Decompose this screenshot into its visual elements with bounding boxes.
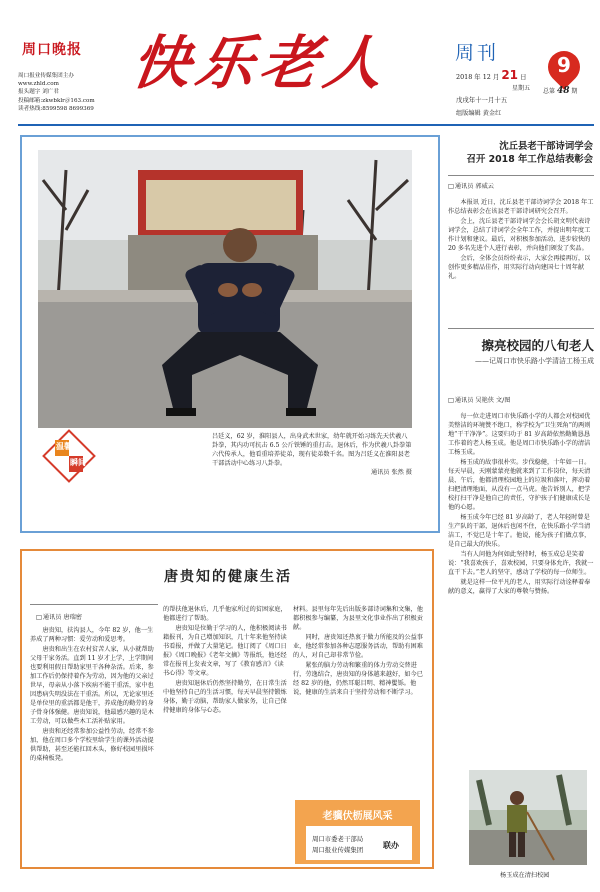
article-headline: 擦亮校园的八旬老人 xyxy=(481,338,594,353)
stamp-text: 温馨 xyxy=(56,441,72,451)
article-column-2: 的帮扶他退休后，几乎他家所过的贫困家庭，他都进行了帮助。 唐贵知是位勤于学习的人，他积极阅读书籍报刊，为自己增加知识，几十年来他坚持读书看报，并做了大量笔记。他订阅了《周口日报》《周口晚报》《老年文摘》等报纸，他还经常在报刊上发表文章，写了《教育感言》《读书心得》等文章。 唐贵知退休后仍然坚持勤劳，在日常生活中他坚持自己的生活习惯，每天早晨坚持锻炼身体，勤于动脑，帮助家人做家务，让自己保持健康的身体与心态。 xyxy=(163,606,287,714)
rule xyxy=(448,328,594,329)
warm-moment-stamp xyxy=(41,428,97,484)
article-body: 本报讯 近日，沈丘县老干部诗词学会 2018 年工作总结表彰会在该县老干部诗词研究会召开。 会上，沈丘县老干部诗词学会会长胡文明代表诗词学会，总结了诗词学会全年工作，并提出明年度工作计划和建议。最后，对积极参加活动、进步较快的 20 多名先进个人进行表彰，并向他们颁发了奖品。 会后，全体会员纷纷表示，大家会再接再厉，以创作更多精品佳作，用实际行动向建国七十周年献礼。 xyxy=(448,199,594,280)
brand-logo: 周口晚报 xyxy=(22,42,82,58)
article-byline: □ 通讯员 吴艳侠 文/图 xyxy=(448,395,510,404)
publisher-info xyxy=(18,72,138,113)
publisher-line: www.zhld.com xyxy=(18,81,59,88)
rule xyxy=(30,604,158,605)
photo-caption: 杨玉成在清扫校园 xyxy=(500,872,550,879)
lunar-date: 戊戌年十一月十五 xyxy=(456,96,508,104)
layout-editor: 组版编辑 黄金红 xyxy=(456,110,502,117)
article-byline: □ 通讯员 唐瑞密 xyxy=(36,612,82,621)
article-column-3: 材料。县里每年先后出版多部诗词集和文集，他都积极参与编纂，为县里文化事业作出了积极贡献。 同时，唐贵知还热衷于做力所能及的公益事业，他经常参加各种志愿服务活动，帮助有困难的人，对自己却非常节俭。 紧张的脑力劳动和繁重的体力劳动交替进行，劳逸结合，唐贵知的身体越来越好，如今已经 82 岁的他，仍然耳聪目明、精神矍铄。他说，健康的生活来自于坚持劳动和不断学习。 xyxy=(293,606,423,696)
stamp-text: 瞬间 xyxy=(70,457,86,467)
publisher-line: 周口报业传媒集团主办 xyxy=(18,73,74,79)
issue-total: 总第 48 期 xyxy=(543,86,578,96)
rule xyxy=(448,175,594,176)
page-number: 9 xyxy=(557,53,571,77)
martial-arts-photo xyxy=(38,150,412,428)
promo-organizer: 周口报业传媒集团 xyxy=(312,846,364,854)
issue-date: 2018 年 12 月 21 日 xyxy=(456,68,527,82)
page-title: 快乐老人 xyxy=(127,29,394,97)
photo-credit: 通讯员 张然 摄 xyxy=(370,469,412,476)
cleaner-photo xyxy=(469,770,587,865)
article-subtitle: ——记周口市快乐路小学清洁工杨玉成 xyxy=(475,357,594,365)
promo-joint-label: 联办 xyxy=(383,840,399,850)
weekly-label: 周刊 xyxy=(455,42,500,64)
weekday: 星期五 xyxy=(512,85,531,92)
masthead-divider xyxy=(18,124,594,126)
article-headline: 唐贵知的健康生活 xyxy=(164,569,292,585)
article-headline: 沈丘县老干部诗词学会 召开 2018 年工作总结表彰会 xyxy=(466,141,593,165)
promo-title: 老骥伏枥展风采 xyxy=(322,811,393,822)
publisher-line: 报头题字 刘广君 xyxy=(18,89,59,96)
article-body: 每一位走进周口市快乐路小学的人都会对校园优美整洁的环境赞不绝口，称学校为“卫生死角”的两则地“干干净净”。这要归功于 81 岁高龄依然勤勤恳恳工作着的老人杨玉成。他是周口市快乐路小学的清洁工杨玉成。 杨玉成的故事很朴实。步伐稳健，十年如一日。每天早晨，天刚蒙蒙亮他就来到了工作岗位，每天清晨、午后，他都清理校园地上的垃圾和落叶，挥动着扫把清理地面，从没有一点马虎。他告诉别人，把学校打扫干净是他自己的责任，守护孩子们健康成长是他的心愿。 杨玉成今年已经 81 岁高龄了，老人年轻时曾是生产队的干部，退休后也闲不住，在快乐路小学当清洁工，不觉已是十年了。他说，能为孩子们做点事，是自己最大的快乐。 当有人问他为何如此坚持时，杨玉成总是笑着说：“我喜欢孩子，喜欢校园，只要身体允许，我就一直干下去。”老人的坚守，感动了学校的每一位师生。 就是这样一位平凡的老人，用实际行动诠释着奉献的意义，赢得了大家的尊敬与赞扬。 xyxy=(448,413,594,595)
photo-caption: 吕廷义，62 岁，淮阳县人，出身武术世家，幼年就开始习练先天伏羲八卦拳，其内功可抗击 6.5 公斤铁锤的重打击。退休后，作为伏羲八卦拳第六代传承人，他看重培养徒弟，现有徒弟数千名。图为吕廷义在淮阳县老干部活动中心练习八卦拳。 通讯员 张然 摄 xyxy=(212,433,412,476)
publisher-line: 读者热线:8599598 8699369 xyxy=(18,105,94,112)
promo-organizer: 周口市委老干部局 xyxy=(312,835,364,843)
article-byline: □ 通讯员 郭威云 xyxy=(448,181,494,190)
article-column-1: 唐贵知，扶沟县人，今年 82 岁，他一生养成了两种习惯：爱劳动和爱思考。 唐贵和出生在农村贫苦人家，从小就帮助父母干家务活。直到 11 岁才上学，上学期间也要利用假日帮助家里干各种杂活。后来，参加工作后仍保持着作为劳动，因为他的父亲过世早，母亲从小落下疾病不能干重活，家中也因患病失明没法在干重活。所以，无论家里还是单位里的重活都是他干，养成他的勤劳的身子骨身体强健。唐贵知说，他最感兴趣的是木工劳动，可以做些木工活补贴家用。 唐贵和还经常参加公益性劳动，经常不参加，他在周口多个学校里给学生的课外活动提供帮助，甚至还能扛回木头，修好校园里损坏的桌椅板凳。 xyxy=(30,627,154,762)
publisher-line: 投稿邮箱:zkwbklr＠163.com xyxy=(18,97,95,104)
